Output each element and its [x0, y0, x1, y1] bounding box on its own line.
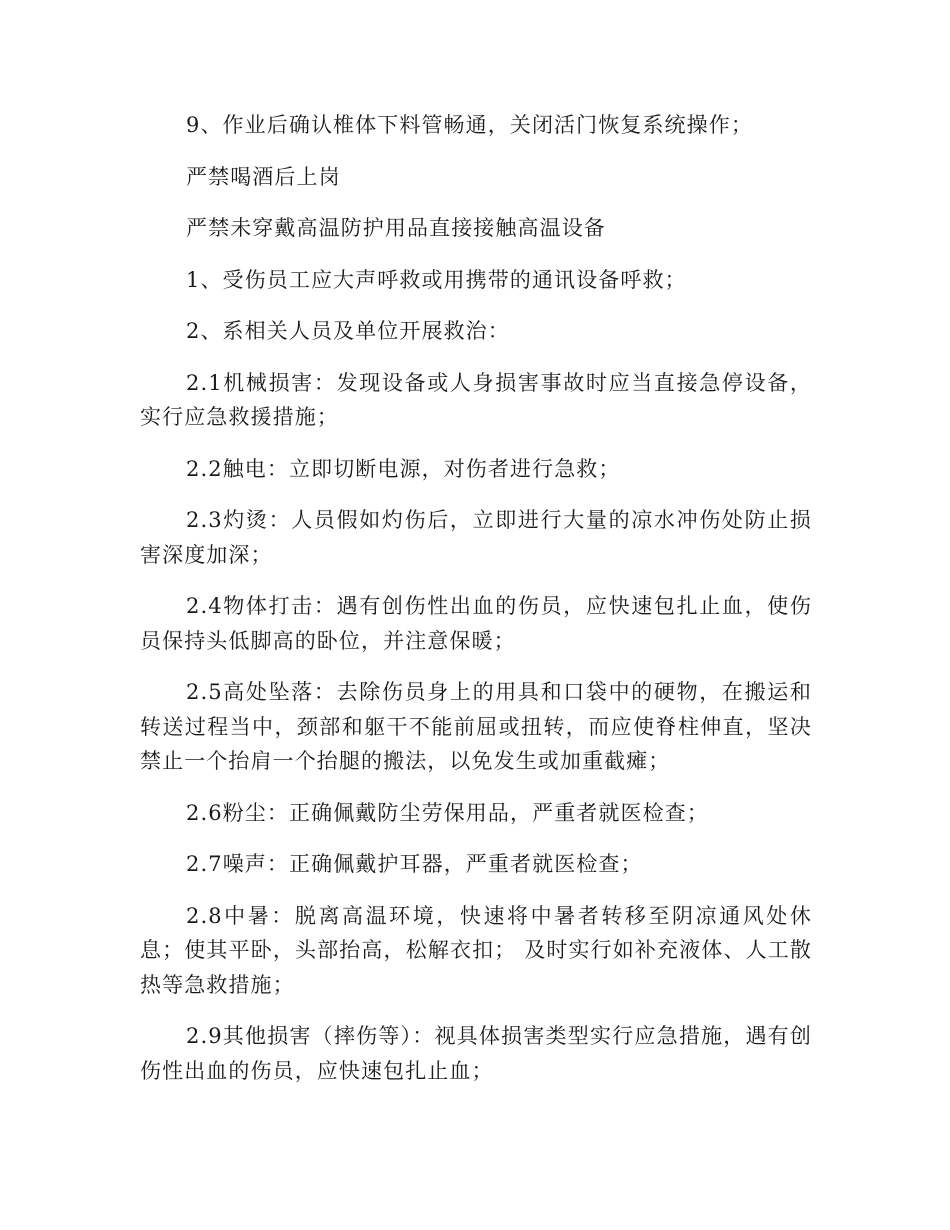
paragraph-item-2-4: 2.4物体打击：遇有创伤性出血的伤员，应快速包扎止血，使伤员保持头低脚高的卧位，并注意保暖； — [140, 594, 812, 653]
paragraph-item-2-7: 2.7噪声：正确佩戴护耳器，严重者就医检查； — [186, 852, 643, 876]
paragraph-no-drinking: 严禁喝酒后上岗 — [186, 164, 341, 189]
paragraph-item-2-5: 2.5高处坠落：去除伤员身上的用具和口袋中的硬物，在搬运和转送过程当中，颈部和躯干不能前屈或扭转，而应使脊柱伸直，坚决禁止一个抬肩一个抬腿的搬法，以免发生或加重截瘫； — [140, 680, 812, 773]
document-body — [140, 108, 812, 1105]
paragraph-item-2-1: 2.1机械损害：发现设备或人身损害事故时应当直接急停设备，实行应急救援措施； — [140, 370, 812, 429]
paragraph-item-2: 2、系相关人员及单位开展救治： — [186, 319, 510, 343]
paragraph-item-2-3: 2.3灼烫：人员假如灼伤后，立即进行大量的凉水冲伤处防止损害深度加深； — [140, 508, 812, 567]
paragraph-item-1: 1、受伤员工应大声呼救或用携带的通讯设备呼救； — [186, 267, 687, 292]
paragraph-item-2-8: 2.8中暑：脱离高温环境，快速将中暑者转移至阴凉通风处休息；使其平卧，头部抬高，松解衣扣； 及时实行如补充液体、人工散热等急救措施； — [140, 903, 812, 997]
paragraph-no-unprotected-contact: 严禁未穿戴高温防护用品直接接触高温设备 — [186, 216, 606, 240]
paragraph-item-2-9: 2.9其他损害（摔伤等）：视具体损害类型实行应急措施，遇有创伤性出血的伤员，应快速包扎止血； — [140, 1024, 812, 1083]
paragraph-item-2-6: 2.6粉尘：正确佩戴防尘劳保用品，严重者就医检查； — [186, 800, 709, 825]
paragraph-item-2-2: 2.2触电：立即切断电源，对伤者进行急救； — [186, 456, 621, 481]
paragraph-step-9: 9、作业后确认椎体下料管畅通，关闭活门恢复系统操作； — [186, 113, 753, 137]
